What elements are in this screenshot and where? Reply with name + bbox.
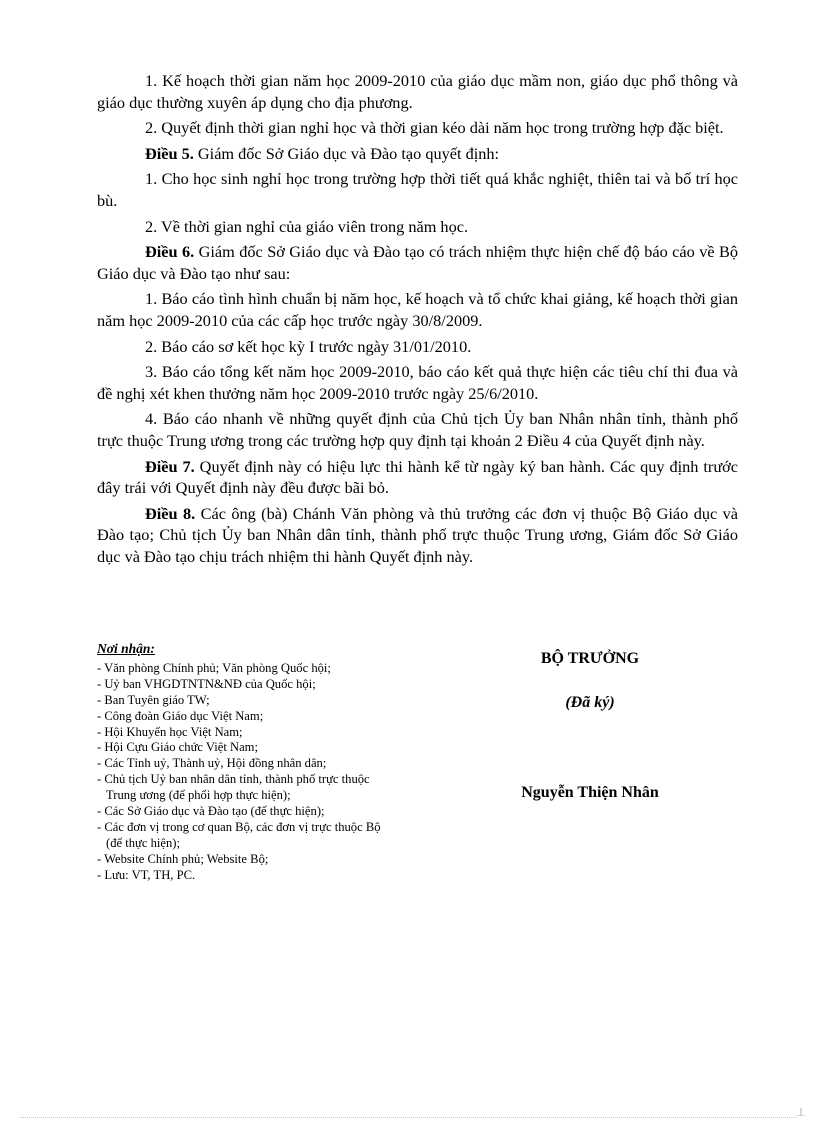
list-item: - Lưu: VT, TH, PC. [97,867,196,882]
recipients-list [97,661,397,884]
list-item: - Uỷ ban VHGDTNTN&NĐ của Quốc hội; [97,676,316,691]
recipients-title: Nơi nhận: [97,641,155,656]
paragraph: 1. Cho học sinh nghỉ học trong trường hợp thời tiết quá khắc nghiệt, thiên tai và bố trí học bù. [97,169,738,210]
signed-note: (Đã ký) [565,694,615,711]
list-item: - Công đoàn Giáo dục Việt Nam; [97,708,264,723]
paragraph: 2. Về thời gian nghỉ của giáo viên trong năm học. [145,216,469,236]
paragraph: 3. Báo cáo tổng kết năm học 2009-2010, báo cáo kết quả thực hiện các tiêu chí thi đua và đề nghị xét khen thưởng năm học 2009-2010 trước ngày 25/6/2010. [97,362,738,403]
article-7: Điều 7. Quyết định này có hiệu lực thi hành kể từ ngày ký ban hành. Các quy định trước đây trái với Quyết định này đều được bãi bỏ. [97,456,738,498]
signer-title: BỘ TRƯỞNG [540,650,640,667]
list-item: - Các đơn vị trong cơ quan Bộ, các đơn vị trực thuộc Bộ (để thực hiện); [97,819,381,850]
page-corner-icon [797,1108,805,1116]
article-8: Điều 8. Các ông (bà) Chánh Văn phòng và thủ trưởng các đơn vị thuộc Bộ Giáo dục và Đào tạo; Chủ tịch Ủy ban Nhân dân tỉnh, thành phố trực thuộc Trung ương, Giám đốc Sở Giáo dục và Đào tạo chịu trách nhiệm thi hành Quyết định này. [97,503,739,566]
list-item: - Chủ tịch Uỷ ban nhân dân tỉnh, thành phố trực thuộc Trung ương (để phối hợp thực hiện); [97,772,370,803]
list-item: - Hội Khuyến học Việt Nam; [97,724,243,739]
list-item: - Hội Cựu Giáo chức Việt Nam; [97,740,258,755]
paragraph: 1. Kế hoạch thời gian năm học 2009-2010 của giáo dục mầm non, giáo dục phổ thông và giáo dục thường xuyên áp dụng cho địa phương. [97,71,738,112]
paragraph: 2. Báo cáo sơ kết học kỳ I trước ngày 31/01/2010. [145,336,472,356]
list-item: - Văn phòng Chính phủ; Văn phòng Quốc hội; [97,660,331,675]
paragraph: 2. Quyết định thời gian nghỉ học và thời gian kéo dài năm học trong trường hợp đặc biệt. [145,118,724,138]
decision-body [97,70,738,571]
signature-block [470,650,710,802]
list-item: - Website Chính phủ; Website Bộ; [97,851,269,866]
signer-name: Nguyễn Thiện Nhân [521,784,659,801]
list-item: - Các Tỉnh uỷ, Thành uỷ, Hội đồng nhân dân; [97,756,327,771]
article-5-heading: Điều 5. Giám đốc Sở Giáo dục và Đào tạo quyết định: [145,143,500,163]
paragraph: 4. Báo cáo nhanh về những quyết định của Chủ tịch Ủy ban Nhân nhân tỉnh, thành phố trực thuộc Trung ương trong các trường hợp quy định tại khoản 2 Điều 4 của Quyết định này. [97,409,738,450]
list-item: - Các Sở Giáo dục và Đào tạo (để thực hiện); [97,804,325,819]
list-item: - Ban Tuyên giáo TW; [97,692,210,707]
recipients-block [97,641,397,884]
page-bottom-rule [20,1117,796,1118]
article-6-heading: Điều 6. Giám đốc Sở Giáo dục và Đào tạo có trách nhiệm thực hiện chế độ báo cáo về Bộ Giáo dục và Đào tạo như sau: [97,242,738,283]
paragraph: 1. Báo cáo tình hình chuẩn bị năm học, kế hoạch và tổ chức khai giảng, kế hoạch thời gian năm học 2009-2010 của các cấp học trước ngày 30/8/2009. [97,289,738,330]
